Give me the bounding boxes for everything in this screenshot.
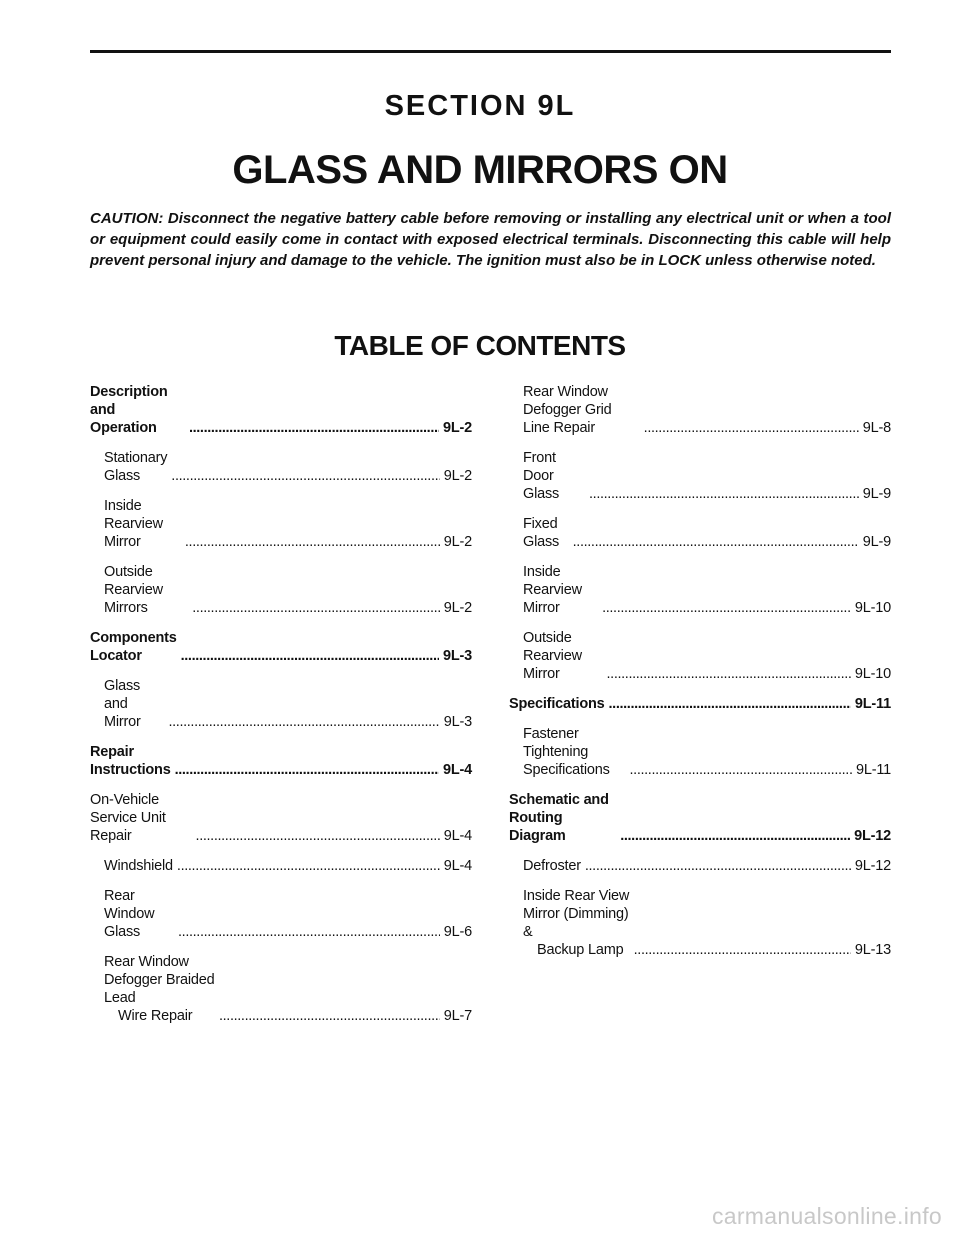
toc-entry-label: Defroster [523, 858, 581, 874]
section-number: SECTION 9L [384, 90, 576, 122]
toc-entry[interactable] [90, 857, 472, 875]
toc-dot-leader [573, 533, 859, 551]
toc-entry[interactable] [509, 515, 891, 551]
toc-entry[interactable] [509, 791, 891, 845]
toc-entry-label: Windshield [104, 858, 173, 874]
toc-dot-leader [589, 485, 859, 503]
toc-entry-label: Description and Operation [90, 384, 168, 436]
toc-dot-leader [171, 467, 439, 485]
toc-entry-page: 9L-8 [862, 420, 891, 436]
toc-entry[interactable] [90, 743, 472, 779]
caution-note: CAUTION: Disconnect the negative battery cable before removing or installing any electrical unit or when a tool or equipment could easily come in contact with exposed electrical terminals. Disconnecting this cable will help prevent personal injury and damage to the vehicle. The ignition must also be in LOCK unless otherwise noted. [90, 210, 891, 269]
toc-entry-page: 9L-2 [443, 534, 472, 550]
toc-entry-page: 9L-9 [862, 534, 891, 550]
toc-entry-label-line2: Backup Lamp [537, 942, 624, 958]
toc-entry-page: 9L-4 [442, 762, 472, 778]
toc-entry-label-line1: Inside Rear View Mirror (Dimming) & [523, 888, 630, 940]
toc-entry-label [104, 953, 215, 1025]
toc-entry-page: 9L-10 [854, 600, 891, 616]
toc-dot-leader [177, 857, 440, 875]
toc-entry-label-line2: Wire Repair [118, 1008, 193, 1024]
toc-entry-label: Glass and Mirror [104, 678, 141, 730]
toc-dot-leader [189, 419, 439, 437]
toc-dot-leader [634, 941, 851, 959]
toc-dot-leader [630, 761, 852, 779]
watermark: carmanualsonline.info [711, 1203, 942, 1229]
toc-dot-leader [196, 827, 440, 845]
section-title: GLASS AND MIRRORS ON [232, 148, 728, 192]
toc-entry[interactable] [90, 629, 472, 665]
toc-dot-leader [181, 647, 439, 665]
toc-entry[interactable] [509, 449, 891, 503]
toc-entry-label: Front Door Glass [523, 450, 560, 502]
toc-entry-page: 9L-11 [854, 696, 891, 712]
toc-dot-leader [609, 695, 851, 713]
toc-entry-label: Components Locator [90, 630, 177, 664]
toc-entry-label-line1: Rear Window Defogger Braided Lead [104, 954, 215, 1006]
toc-entry-page: 9L-11 [855, 762, 891, 778]
toc-entry[interactable] [90, 497, 472, 551]
toc-entry-label: Schematic and Routing Diagram [509, 792, 609, 844]
toc-dot-leader [620, 827, 850, 845]
toc-entry-page: 9L-4 [443, 828, 472, 844]
toc-entry-label: Specifications [509, 696, 605, 712]
toc-dot-leader [585, 857, 851, 875]
toc-entry-page: 9L-3 [442, 648, 472, 664]
toc-entry-label: Outside Rearview Mirrors [104, 564, 163, 616]
toc-entry-page: 9L-3 [443, 714, 472, 730]
toc-dot-leader [185, 533, 440, 551]
toc-dot-leader [602, 599, 851, 617]
toc-entry[interactable] [90, 791, 472, 845]
toc-entry-page: 9L-2 [443, 468, 472, 484]
toc-entry-label: Rear Window Defogger Grid Line Repair [523, 384, 612, 436]
toc-entry[interactable] [509, 857, 891, 875]
toc-entry[interactable] [509, 629, 891, 683]
toc-entry-label: Fastener Tightening Specifications [523, 726, 610, 778]
toc-entry-page: 9L-4 [443, 858, 472, 874]
toc-left-column [90, 383, 472, 1037]
toc-entry-page: 9L-10 [854, 666, 891, 682]
toc-entry[interactable] [509, 887, 891, 959]
toc-entry-page: 9L-2 [442, 420, 472, 436]
toc-dot-leader [192, 599, 440, 617]
toc-entry-page: 9L-12 [854, 858, 891, 874]
toc-entry[interactable] [509, 383, 891, 437]
toc-entry-label: Repair Instructions [90, 744, 171, 778]
toc-entry[interactable] [509, 725, 891, 779]
toc-dot-leader [175, 761, 439, 779]
toc-entry-label: Outside Rearview Mirror [523, 630, 582, 682]
toc-entry[interactable] [509, 695, 891, 713]
toc-entry[interactable] [509, 563, 891, 617]
toc-entry-page: 9L-13 [854, 942, 891, 958]
toc-dot-leader [644, 419, 859, 437]
toc-entry-label: Inside Rearview Mirror [523, 564, 582, 616]
toc-entry-page: 9L-7 [443, 1008, 472, 1024]
toc-entry-label [523, 887, 630, 959]
toc-entry-page: 9L-12 [854, 828, 891, 844]
toc-entry[interactable] [90, 953, 472, 1025]
toc-dot-leader [178, 923, 440, 941]
toc-entry[interactable] [90, 563, 472, 617]
toc-entry-label: On-Vehicle Service Unit Repair [90, 792, 166, 844]
toc-entry[interactable] [90, 383, 472, 437]
toc-entry-page: 9L-9 [862, 486, 891, 502]
toc-entry[interactable] [90, 887, 472, 941]
toc-dot-leader [219, 1007, 440, 1025]
toc-dot-leader [168, 713, 439, 731]
top-rule [90, 50, 891, 53]
toc-heading: TABLE OF CONTENTS [334, 330, 626, 361]
toc-entry-page: 9L-2 [443, 600, 472, 616]
toc-right-column [509, 383, 891, 971]
toc-entry-page: 9L-6 [443, 924, 472, 940]
toc-entry-label: Rear Window Glass [104, 888, 155, 940]
toc-entry-label: Stationary Glass [104, 450, 168, 484]
toc-entry[interactable] [90, 449, 472, 485]
toc-dot-leader [607, 665, 851, 683]
toc-entry[interactable] [90, 677, 472, 731]
toc-entry-label: Inside Rearview Mirror [104, 498, 163, 550]
toc-entry-label: Fixed Glass [523, 516, 560, 550]
